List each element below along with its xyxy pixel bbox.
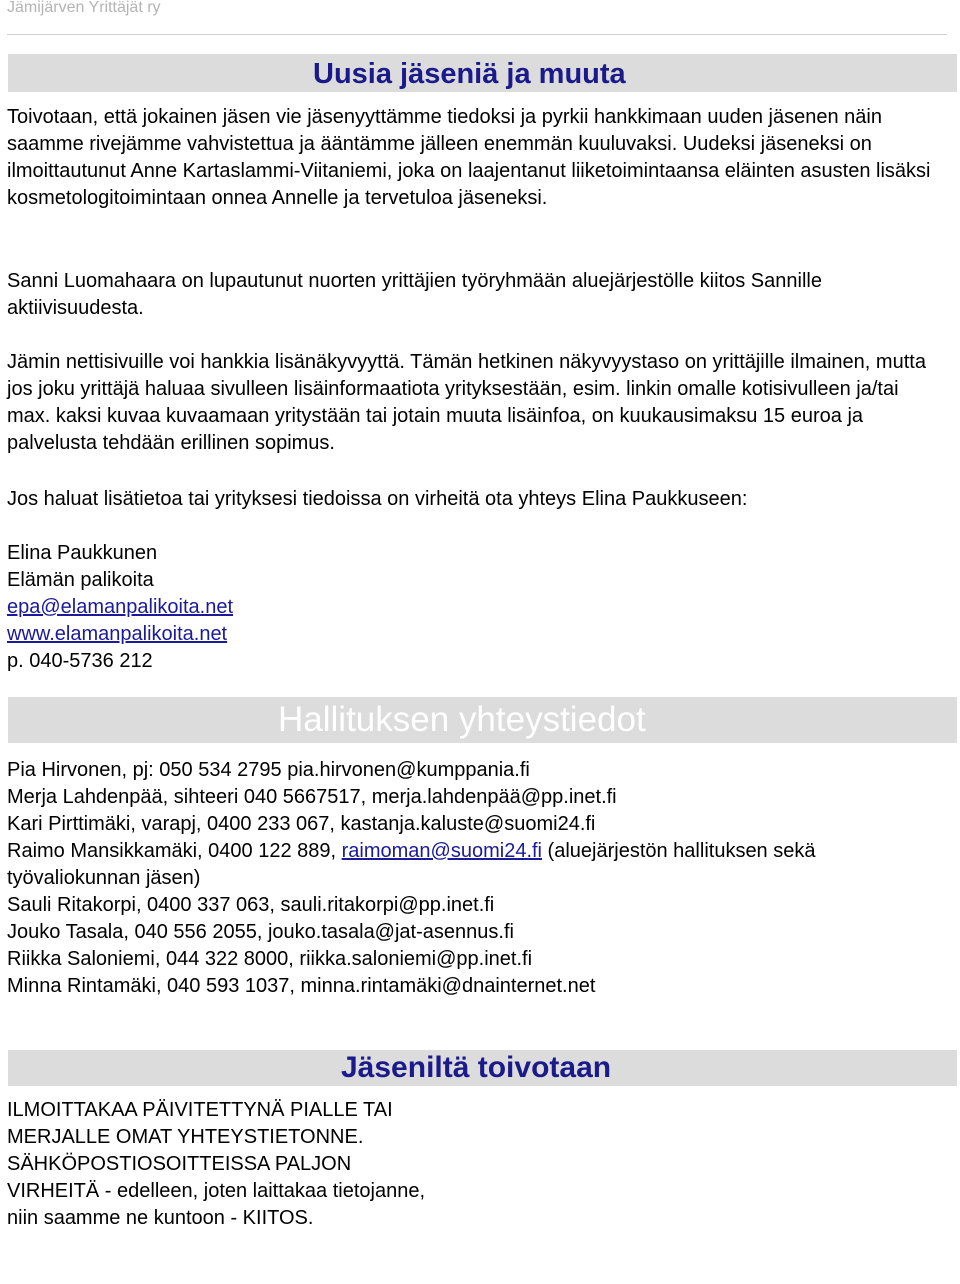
board-member-raimo-email-link[interactable]: raimoman@suomi24.fi xyxy=(341,840,542,862)
board-member-raimo-prefix: Raimo Mansikkamäki, 0400 122 889, xyxy=(7,840,342,862)
board-member-raimo-suffix: (aluejärjestön hallituksen sekä työvaliokunnan jäsen) xyxy=(7,840,816,889)
header-divider xyxy=(7,34,947,35)
board-section-title: Hallituksen yhteystiedot xyxy=(278,700,646,739)
news-paragraph-new-members: Toivotaan, että jokainen jäsen vie jäsenyyttämme tiedoksi ja pyrkii hankkimaan uuden jäsenen näin saamme rivejämme vahvistettua ja ääntämme jälleen enemmän kuuluvaksi. Uudeksi jäseneksi on ilmoittautunut Anne Kartaslammi-Viitaniemi, joka on laajentanut liiketoimintaansa eläinten asusten lisäksi kosmetologitoimintaan onnea Annelle ja tervetuloa jäseneksi. xyxy=(7,106,931,209)
contact-phone: p. 040-5736 212 xyxy=(7,650,153,672)
board-contact-list xyxy=(7,757,947,1000)
request-text: ILMOITTAKAA PÄIVITETTYNÄ PIALLE TAI MERJALLE OMAT YHTEYSTIETONNE. SÄHKÖPOSTIOSOITTEISSA PALJON VIRHEITÄ - edelleen, joten laittakaa tietojanne, niin saamme ne kuntoon - KIITOS. xyxy=(7,1099,426,1229)
news-section-title: Uusia jäseniä ja muuta xyxy=(313,58,626,90)
board-member: Jouko Tasala, 040 556 2055, jouko.tasala@jat-asennus.fi xyxy=(7,921,514,943)
board-member: Merja Lahdenpää, sihteeri 040 5667517, merja.lahdenpää@pp.inet.fi xyxy=(7,786,617,808)
contact-email-link[interactable]: epa@elamanpalikoita.net xyxy=(7,596,234,618)
board-member-raimo xyxy=(7,838,947,892)
board-member: Kari Pirttimäki, varapj, 0400 233 067, kastanja.kaluste@suomi24.fi xyxy=(7,813,596,835)
board-member: Pia Hirvonen, pj: 050 534 2795 pia.hirvonen@kumppania.fi xyxy=(7,759,530,781)
board-member: Riikka Saloniemi, 044 322 8000, riikka.saloniemi@pp.inet.fi xyxy=(7,948,533,970)
news-paragraph-website-visibility: Jämin nettisivuille voi hankkia lisänäkyvyyttä. Tämän hetkinen näkyvyystaso on yrittäjille ilmainen, mutta jos joku yrittäjä haluaa sivulleen lisäinformaatiota yrityksestään, esim. linkin omalle kotisivulleen ja/tai max. kaksi kuvaa kuvaamaan yritystään tai jotain muuta lisäinfoa, on kuukausimaksu 15 euroa ja palvelusta tehdään erillinen sopimus. xyxy=(7,351,926,454)
board-section-banner xyxy=(8,697,957,743)
contact-name: Elina Paukkunen xyxy=(7,542,158,564)
request-section-title: Jäseniltä toivotaan xyxy=(341,1051,612,1084)
contact-card xyxy=(7,540,947,675)
request-section-banner xyxy=(8,1050,957,1086)
news-section-banner xyxy=(8,54,957,92)
contact-website-link[interactable]: www.elamanpalikoita.net xyxy=(7,623,228,645)
news-paragraph-contact-request: Jos haluat lisätietoa tai yrityksesi tiedoissa on virheitä ota yhteys Elina Paukkuseen: xyxy=(7,488,748,510)
news-paragraph-youth-group: Sanni Luomahaara on lupautunut nuorten yrittäjien työryhmään aluejärjestölle kiitos Sannille aktiivisuudesta. xyxy=(7,270,822,319)
board-member: Sauli Ritakorpi, 0400 337 063, sauli.ritakorpi@pp.inet.fi xyxy=(7,894,495,916)
board-member: Minna Rintamäki, 040 593 1037, minna.rintamäki@dnainternet.net xyxy=(7,975,596,997)
header-title: Jämijärven Yrittäjät ry xyxy=(7,0,161,16)
contact-company: Elämän palikoita xyxy=(7,569,154,591)
